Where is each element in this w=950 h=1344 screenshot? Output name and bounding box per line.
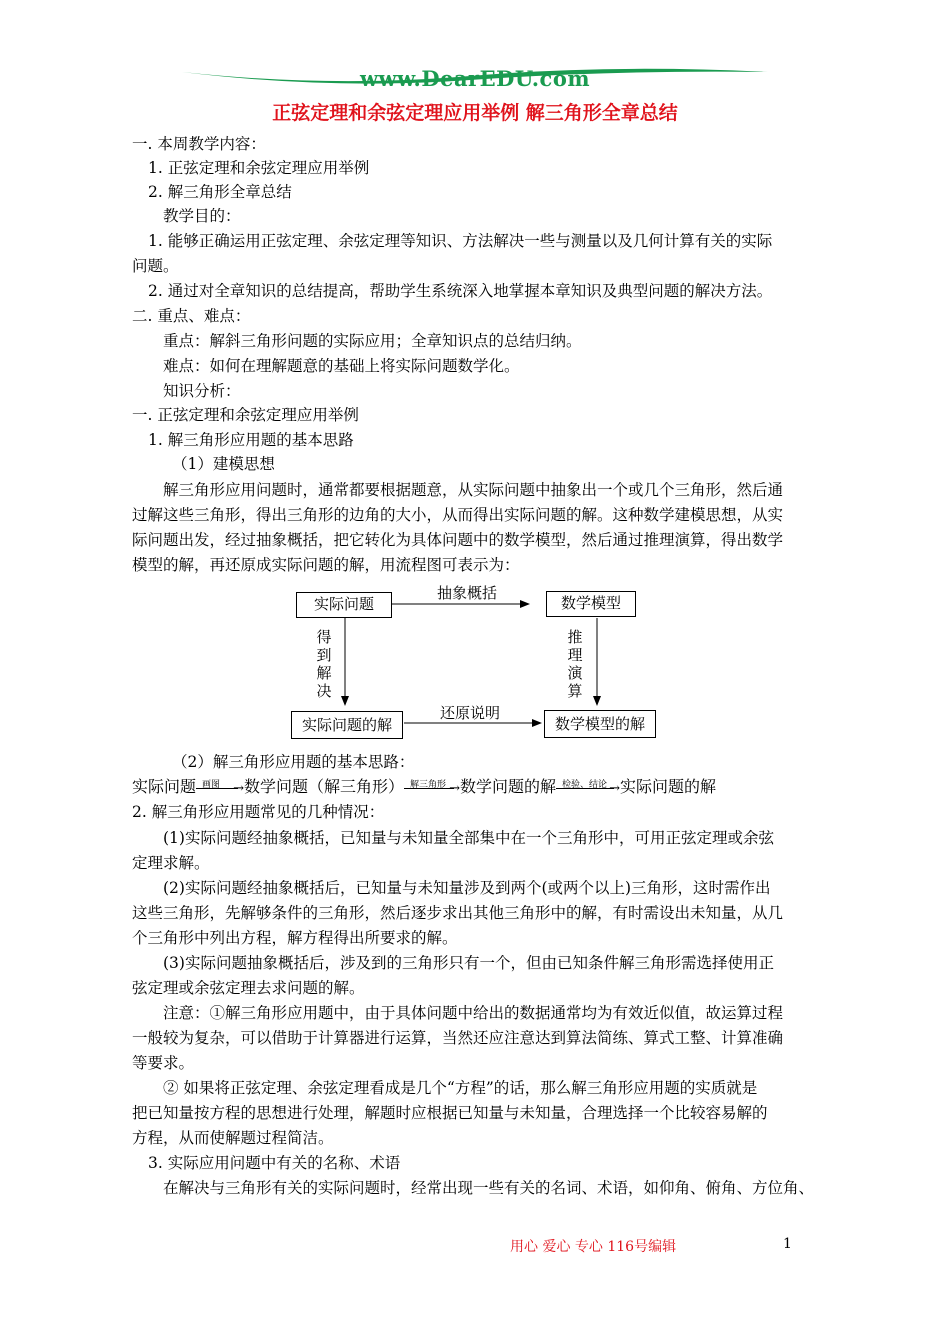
path-arrow-verify: 检验、结论 →	[556, 776, 620, 798]
paragraph-line: 在解决与三角形有关的实际问题时，经常出现一些有关的名词、术语，如仰角、俯角、方位角、	[163, 1179, 815, 1197]
subheading: 教学目的：	[163, 207, 241, 225]
paragraph-line: (1)实际问题经抽象概括，已知量与未知量全部集中在一个三角形中，可用正弦定理或余弦	[163, 829, 774, 847]
flowchart-box-real-solution: 实际问题的解	[291, 711, 403, 739]
path-step-math-problem: 数学问题（解三角形）	[244, 777, 405, 796]
path-arrow-draw: 画图 →	[196, 776, 244, 798]
paragraph-line: 际问题出发，经过抽象概括，把它转化为具体问题中的数学模型，然后通过推理演算，得出数学	[132, 531, 784, 549]
paragraph-line: 1. 能够正确运用正弦定理、余弦定理等知识、方法解决一些与测量以及几何计算有关的实际	[148, 232, 773, 250]
paragraph-line: 问题。	[132, 257, 179, 275]
flowchart-label-restore: 还原说明	[440, 704, 501, 722]
paragraph-line: 等要求。	[132, 1054, 195, 1072]
footer-text: 用心 爱心 专心 116号编辑	[510, 1239, 677, 1255]
list-item: 2. 解三角形全章总结	[148, 183, 292, 201]
page-number: 1	[783, 1236, 792, 1252]
list-item: 2. 解三角形应用题常见的几种情况：	[132, 803, 385, 821]
paragraph-line: 重点：解斜三角形问题的实际应用；全章知识点的总结归纳。	[163, 332, 582, 350]
path-step-real-problem: 实际问题	[132, 777, 197, 796]
paragraph-line: 2. 通过对全章知识的总结提高，帮助学生系统深入地掌握本章知识及典型问题的解决方法。	[148, 282, 773, 300]
flowchart-box-math-model: 数学模型	[546, 591, 636, 617]
paragraph-line: 个三角形中列出方程，解方程得出所要求的解。	[132, 929, 458, 947]
flowchart-label-solve: 得到解决	[316, 628, 332, 700]
subheading: 知识分析：	[163, 382, 241, 400]
section-heading: 二. 重点、难点：	[132, 307, 251, 325]
list-item: 1. 解三角形应用题的基本思路	[148, 431, 354, 449]
paragraph-line: 一般较为复杂，可以借助于计算器进行运算，当然还应注意达到算法简练、算式工整、计算准确	[132, 1029, 784, 1047]
subheading: （2）解三角形应用题的基本思路：	[172, 753, 415, 771]
flowchart-box-model-solution: 数学模型的解	[544, 710, 656, 738]
flowchart-label-abstract: 抽象概括	[437, 584, 498, 602]
path-step-real-solution: 实际问题的解	[620, 777, 717, 796]
paragraph-line: (2)实际问题经抽象概括后，已知量与未知量涉及到两个(或两个以上)三角形，这时需作出	[163, 879, 771, 897]
page-title: 正弦定理和余弦定理应用举例 解三角形全章总结	[272, 102, 678, 124]
paragraph-line: 弦定理或余弦定理去求问题的解。	[132, 979, 365, 997]
paragraph-line: 注意：①解三角形应用题中，由于具体问题中给出的数据通常均为有效近似值，故运算过程	[163, 1004, 784, 1022]
path-step-math-solution: 数学问题的解	[460, 777, 557, 796]
paragraph-line: 这些三角形，先解够条件的三角形，然后逐步求出其他三角形中的解，有时需设出未知量，从几	[132, 904, 784, 922]
list-item: 3. 实际应用问题中有关的名称、术语	[148, 1154, 401, 1172]
paragraph-line: 解三角形应用问题时，通常都要根据题意，从实际问题中抽象出一个或几个三角形，然后通	[163, 481, 784, 499]
paragraph-line: 模型的解，再还原成实际问题的解，用流程图可表示为：	[132, 556, 520, 574]
site-logo-text: www.DearEDU.com	[359, 66, 591, 91]
flowchart-box-real-problem: 实际问题	[296, 592, 392, 618]
paragraph-line: 方程，从而使解题过程简洁。	[132, 1129, 334, 1147]
paragraph-line: 过解这些三角形，得出三角形的边角的大小，从而得出实际问题的解。这种数学建模思想，从实	[132, 506, 784, 524]
subheading: （1）建模思想	[172, 455, 275, 473]
section-heading: 一. 正弦定理和余弦定理应用举例	[132, 406, 359, 424]
section-heading: 一. 本周教学内容：	[132, 135, 266, 153]
flowchart-label-deduce: 推理演算	[567, 628, 583, 700]
solution-path	[132, 776, 716, 798]
paragraph-line: 难点：如何在理解题意的基础上将实际问题数学化。	[163, 357, 520, 375]
path-arrow-solve-triangle: 解三角形 →	[404, 776, 460, 798]
list-item: 1. 正弦定理和余弦定理应用举例	[148, 159, 370, 177]
paragraph-line: ② 如果将正弦定理、余弦定理看成是几个“方程”的话，那么解三角形应用题的实质就是	[163, 1079, 758, 1097]
paragraph-line: 把已知量按方程的思想进行处理，解题时应根据已知量与未知量，合理选择一个比较容易解的	[132, 1104, 768, 1122]
paragraph-line: (3)实际问题抽象概括后，涉及到的三角形只有一个，但由已知条件解三角形需选择使用正	[163, 954, 774, 972]
paragraph-line: 定理求解。	[132, 854, 210, 872]
